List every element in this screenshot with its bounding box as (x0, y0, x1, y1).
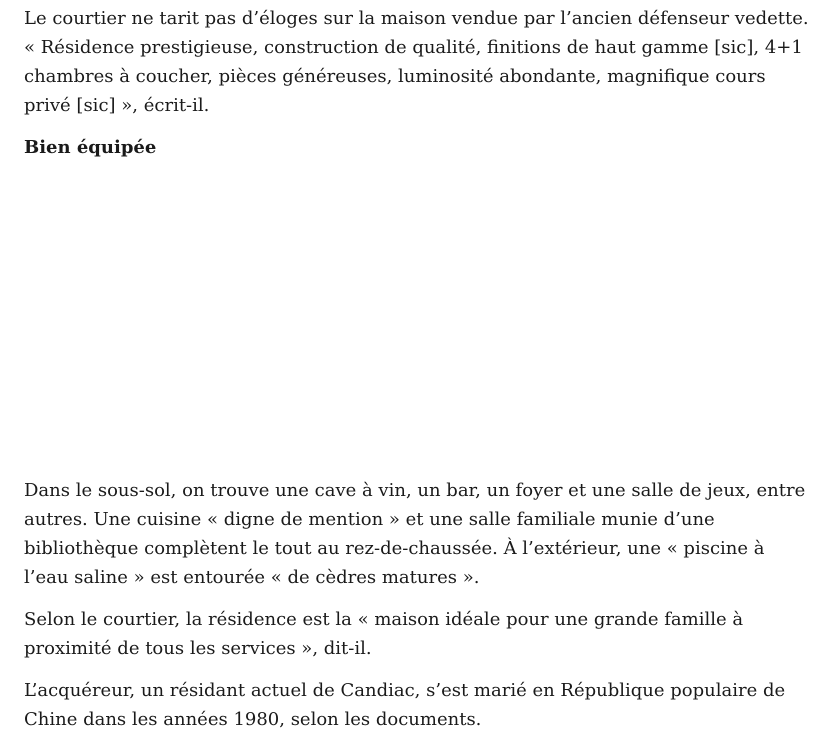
embedded-media-placeholder (24, 162, 804, 476)
article-paragraph-3: Selon le courtier, la résidence est la « maison idéale pour une grande famille à proximité de tous les services », dit-il. (24, 609, 744, 659)
article-subheading: Bien équipée (24, 137, 157, 158)
article-body (24, 4, 814, 747)
article-paragraph-2: Dans le sous-sol, on trouve une cave à vin, un bar, un foyer et une salle de jeux, entre autres. Une cuisine « digne de mention » et une salle familiale munie d’une bibliothèque complètent le tout au rez-de-chaussée. À l’extérieur, une « piscine à l’eau saline » est entourée « de cèdres matures ». (24, 480, 806, 588)
article-paragraph-4: L’acquéreur, un résidant actuel de Candiac, s’est marié en République populaire de Chine dans les années 1980, selon les documents. (24, 680, 786, 730)
article-paragraph-1: Le courtier ne tarit pas d’éloges sur la maison vendue par l’ancien défenseur vedette. « Résidence prestigieuse, construction de qualité, finitions de haut gamme [sic], 4+1 chambres à coucher, pièces généreuses, luminosité abondante, magnifique cours privé [sic] », écrit-il. (24, 8, 809, 116)
